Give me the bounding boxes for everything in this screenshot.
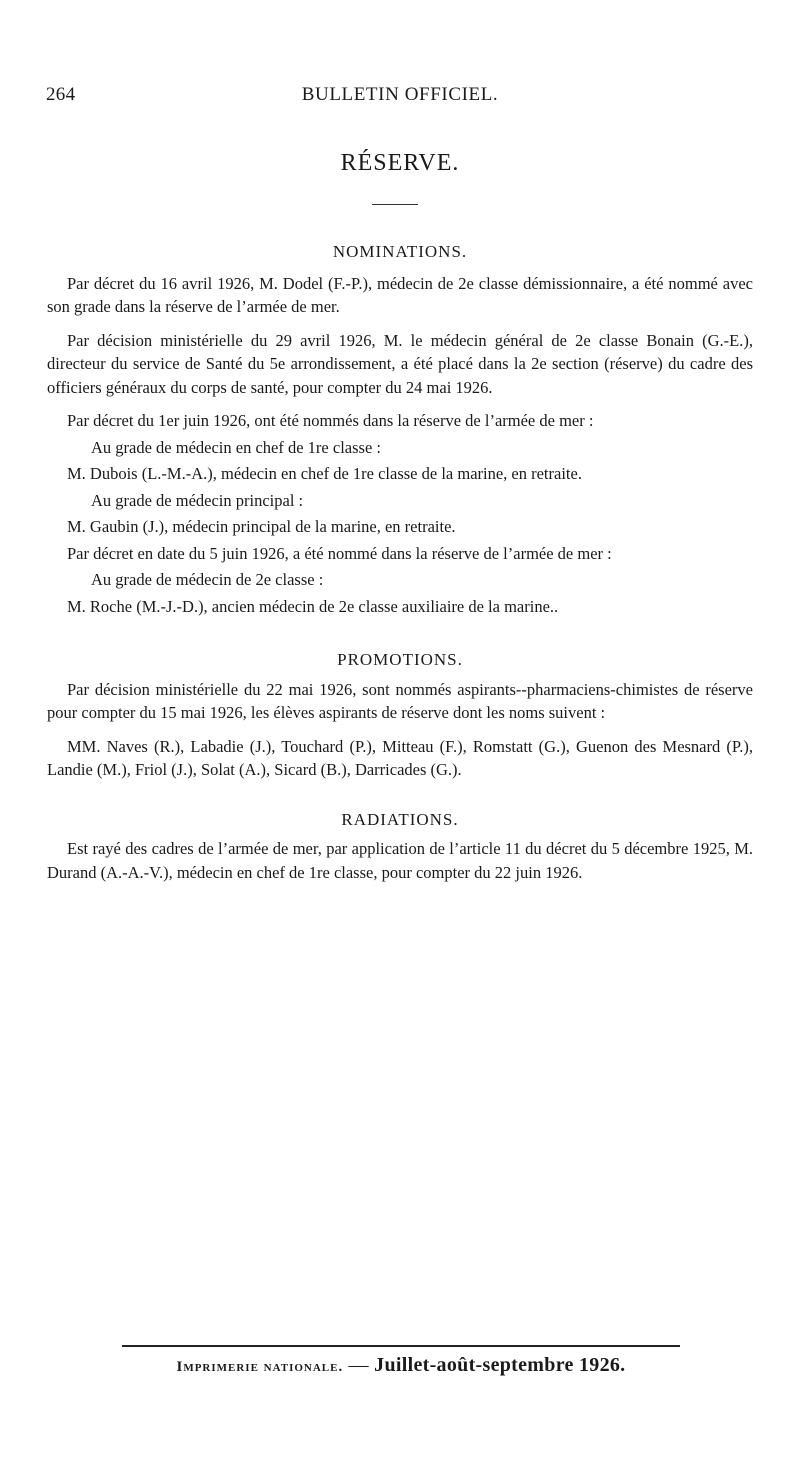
person-line-1: M. Dubois (L.-M.-A.), médecin en chef de 1re classe de la marine, en retraite. xyxy=(67,464,582,483)
title-divider xyxy=(372,204,418,205)
nominations-paragraph-1: Par décret du 16 avril 1926, M. Dodel (F.-P.), médecin de 2e classe démissionnaire, a été nommé avec son grade dans la réserve de l’armée de mer. xyxy=(47,273,753,316)
promotions-heading: PROMOTIONS. xyxy=(337,650,463,669)
footer-rule xyxy=(122,1345,680,1347)
grade-line-1: Au grade de médecin en chef de 1re classe : xyxy=(91,437,381,457)
radiations-paragraph-1: Est rayé des cadres de l’armée de mer, par application de l’article 11 du décret du 5 décembre 1925, M. Durand (A.-A.-V.), médecin en chef de 1re classe, pour compter du 22 juin 1926. xyxy=(47,839,753,882)
page-number: 264 xyxy=(46,84,76,105)
person-line-2: M. Gaubin (J.), médecin principal de la marine, en retraite. xyxy=(67,517,456,536)
nominations-heading: NOMINATIONS. xyxy=(332,242,468,261)
radiations-heading: RADIATIONS. xyxy=(341,809,459,829)
nominations-paragraph-3: Par décret du 1er juin 1926, ont été nommés dans la réserve de l’armée de mer : xyxy=(67,411,594,430)
grade-line-2: Au grade de médecin principal : xyxy=(91,490,304,510)
nominations-paragraph-2: Par décision ministérielle du 29 avril 1926, M. le médecin général de 2e classe Bonain (G.-E.), directeur du service de Santé du 5e arrondissement, a été placé dans la 2e section (réserve) du cadre des officiers généraux du corps de santé, pour compter du 24 mai 1926. xyxy=(47,330,753,397)
page-header xyxy=(46,84,754,112)
grade-line-3: Au grade de médecin de 2e classe : xyxy=(91,570,324,589)
nominations-paragraph-4: Par décret en date du 5 juin 1926, a été nommé dans la réserve de l’armée de mer : xyxy=(67,543,612,563)
promotions-names: MM. Naves (R.), Labadie (J.), Touchard (P.), Mitteau (F.), Romstatt (G.), Guenon des Mesnard (P.), Landie (M.), Friol (J.), Solat (A.), Sicard (B.), Darricades (G.). xyxy=(47,736,753,779)
promotions-paragraph-1: Par décision ministérielle du 22 mai 1926, sont nommés aspirants--pharmaciens-chimistes de réserve pour compter du 15 mai 1926, les élèves aspirants de réserve dont les noms suivent : xyxy=(47,679,753,722)
section-title: RÉSERVE. xyxy=(340,150,460,176)
person-line-3: M. Roche (M.-J.-D.), ancien médecin de 2e classe auxiliaire de la marine.. xyxy=(67,596,559,616)
main-body xyxy=(47,240,753,884)
footer-separator: — xyxy=(343,1354,375,1376)
imprint-footer xyxy=(122,1354,680,1377)
printer-name: Imprimerie nationale. xyxy=(176,1359,344,1375)
running-title: BULLETIN OFFICIEL. xyxy=(301,84,499,105)
publication-date: Juillet-août-septembre 1926. xyxy=(374,1354,626,1376)
